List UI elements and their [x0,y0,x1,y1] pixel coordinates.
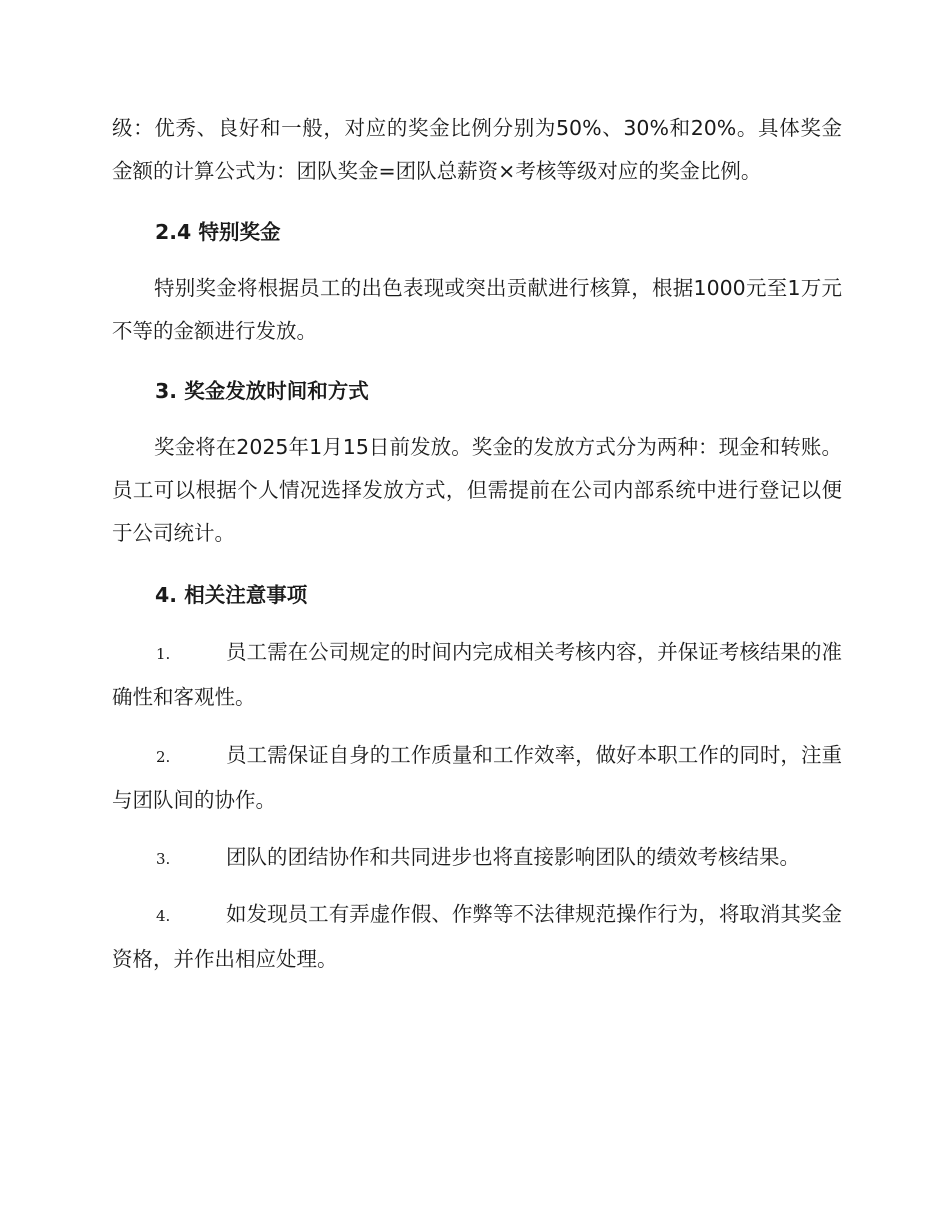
list-number: 4. [156,907,171,925]
list-item [112,734,842,822]
list-item-text: 员工需在公司规定的时间内完成相关考核内容，并保证考核结果的准确性和客观性。 [112,640,842,709]
list-item [112,836,842,881]
paragraph-payment: 奖金将在2025年1月15日前发放。奖金的发放方式分为两种：现金和转账。员工可以根据个人情况选择发放方式，但需提前在公司内部系统中进行登记以便于公司统计。 [112,435,842,545]
paragraph-special-bonus: 特别奖金将根据员工的出色表现或突出贡献进行核算，根据1000元至1万元不等的金额进行发放。 [112,276,842,343]
list-item-text: 团队的团结协作和共同进步也将直接影响团队的绩效考核结果。 [226,845,800,869]
list-item-text: 员工需保证自身的工作质量和工作效率，做好本职工作的同时，注重与团队间的协作。 [112,743,842,812]
list-number: 3. [156,850,171,868]
list-number: 2. [156,748,171,766]
list-item [112,631,842,719]
list-item-text: 如发现员工有弄虚作假、作弊等不法律规范操作行为，将取消其奖金资格，并作出相应处理。 [112,902,842,971]
paragraph-bonus-ratio: 级：优秀、良好和一般，对应的奖金比例分别为50%、30%和20%。具体奖金金额的计算公式为：团队奖金=团队总薪资×考核等级对应的奖金比例。 [112,116,842,183]
heading-notes: 4. 相关注意事项 [155,583,308,607]
heading-payment-time-method: 3. 奖金发放时间和方式 [155,379,369,403]
list-item [112,893,842,981]
heading-special-bonus: 2.4 特别奖金 [155,220,281,244]
list-number: 1. [156,645,171,663]
